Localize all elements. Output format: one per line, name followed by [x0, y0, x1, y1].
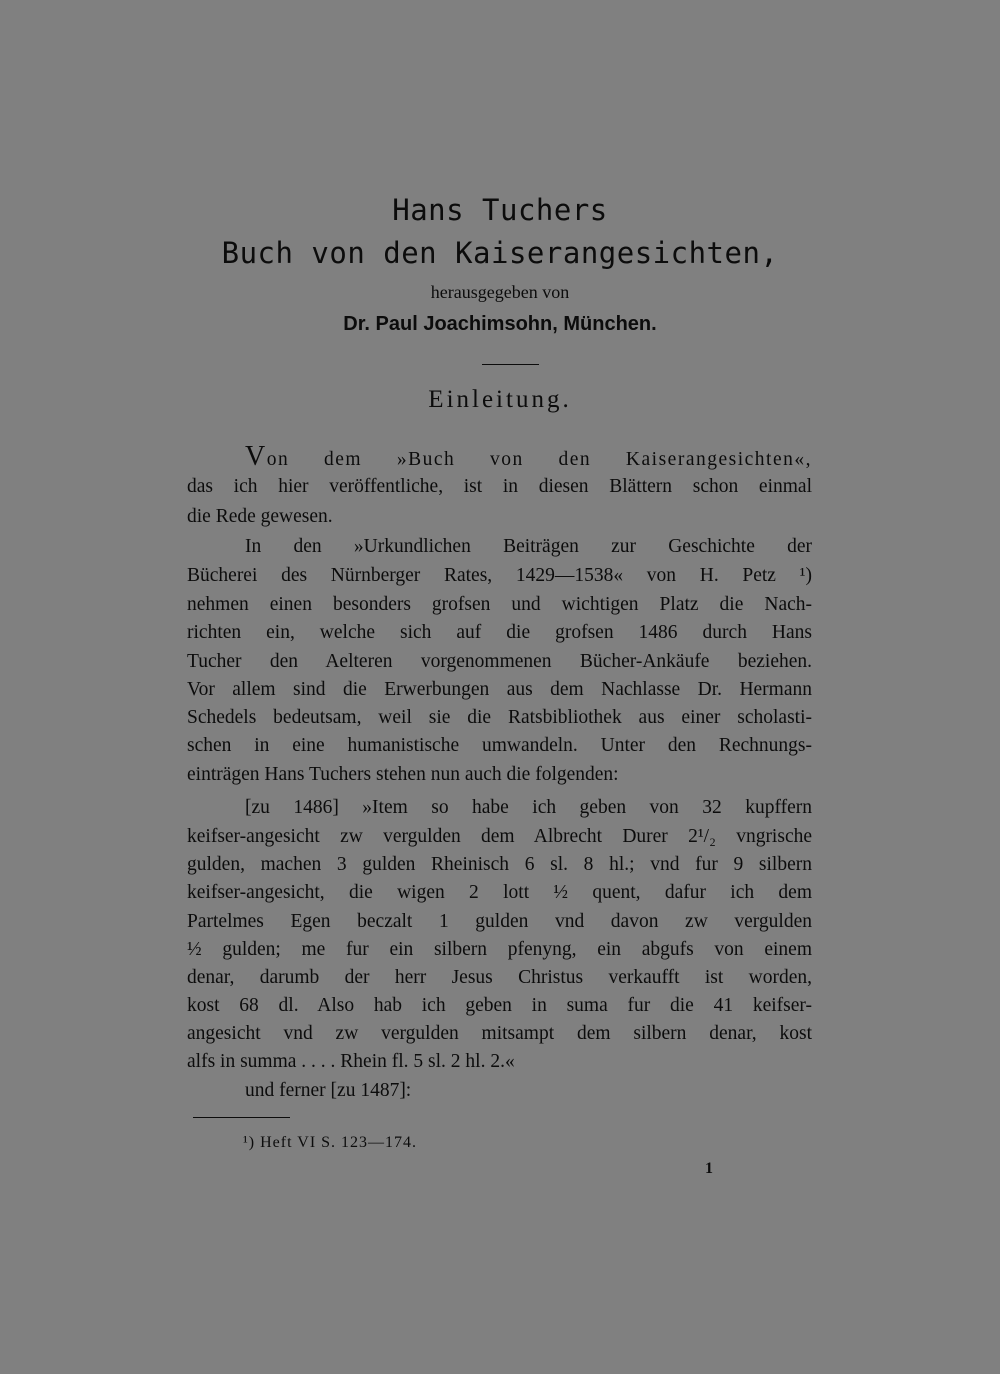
body-line: Vor allem sind die Erwerbungen aus dem Nachlasse Dr. Hermann [187, 679, 812, 700]
section-title: Einleitung. [428, 386, 572, 413]
footnote-divider [193, 1117, 290, 1118]
page-number: 1 [705, 1160, 713, 1177]
drop-initial: V [245, 441, 267, 472]
quote-line: keifser-angesicht, die wigen 2 lott ½ quent, dafur ich dem [187, 882, 812, 903]
quote-line: [zu 1486] »Item so habe ich geben von 32 kupffern [245, 797, 812, 818]
author-line: Dr. Paul Joachimsohn, München. [343, 313, 657, 335]
body-line: das ich hier veröffentliche, ist in diesen Blättern schon einmal [187, 476, 812, 497]
quote-line: keifser-angesicht zw vergulden dem Albrecht Durer 2¹/₂ vngrische [187, 826, 812, 847]
quote-line: gulden, machen 3 gulden Rheinisch 6 sl. 8 hl.; vnd fur 9 silbern [187, 854, 812, 875]
body-line: In den »Urkundlichen Beiträgen zur Geschichte der [245, 536, 812, 557]
quote-line: ½ gulden; me fur ein silbern pfenyng, ein abgufs von einem [187, 939, 812, 960]
body-line: und ferner [zu 1487]: [245, 1080, 412, 1101]
footnote: ¹) Heft VI S. 123—174. [243, 1134, 418, 1151]
body-line: richten ein, welche sich auf die grofsen 1486 durch Hans [187, 622, 812, 643]
title-divider [482, 364, 539, 365]
quote-line: Partelmes Egen beczalt 1 gulden vnd davon zw vergulden [187, 911, 812, 932]
quote-line: denar, darumb der herr Jesus Christus verkaufft ist worden, [187, 967, 812, 988]
body-line: Tucher den Aelteren vorgenommenen Bücher-Ankäufe beziehen. [187, 651, 812, 672]
body-line [245, 441, 812, 472]
body-line: Schedels bedeutsam, weil sie die Ratsbibliothek aus einer scholasti- [187, 707, 812, 728]
subtitle: herausgegeben von [430, 282, 570, 302]
quote-line: kost 68 dl. Also hab ich geben in suma fur die 41 keifser- [187, 995, 812, 1016]
body-line: die Rede gewesen. [187, 506, 333, 527]
title-line-1: Hans Tuchers [392, 193, 608, 227]
body-line-text: on dem »Buch von den Kaiserangesichten«, [266, 449, 812, 470]
body-line: schen in eine humanistische umwandeln. Unter den Rechnungs- [187, 735, 812, 756]
body-line: nehmen einen besonders grofsen und wichtigen Platz die Nach- [187, 594, 812, 615]
body-line: Bücherei des Nürnberger Rates, 1429—1538« von H. Petz ¹) [187, 565, 812, 586]
title-line-2: Buch von den Kaiserangesichten, [221, 236, 779, 270]
quote-line: angesicht vnd zw vergulden mitsampt dem silbern denar, kost [187, 1023, 812, 1044]
quote-line: alfs in summa . . . . Rhein fl. 5 sl. 2 hl. 2.« [187, 1051, 515, 1072]
body-line: einträgen Hans Tuchers stehen nun auch die folgenden: [187, 764, 619, 785]
